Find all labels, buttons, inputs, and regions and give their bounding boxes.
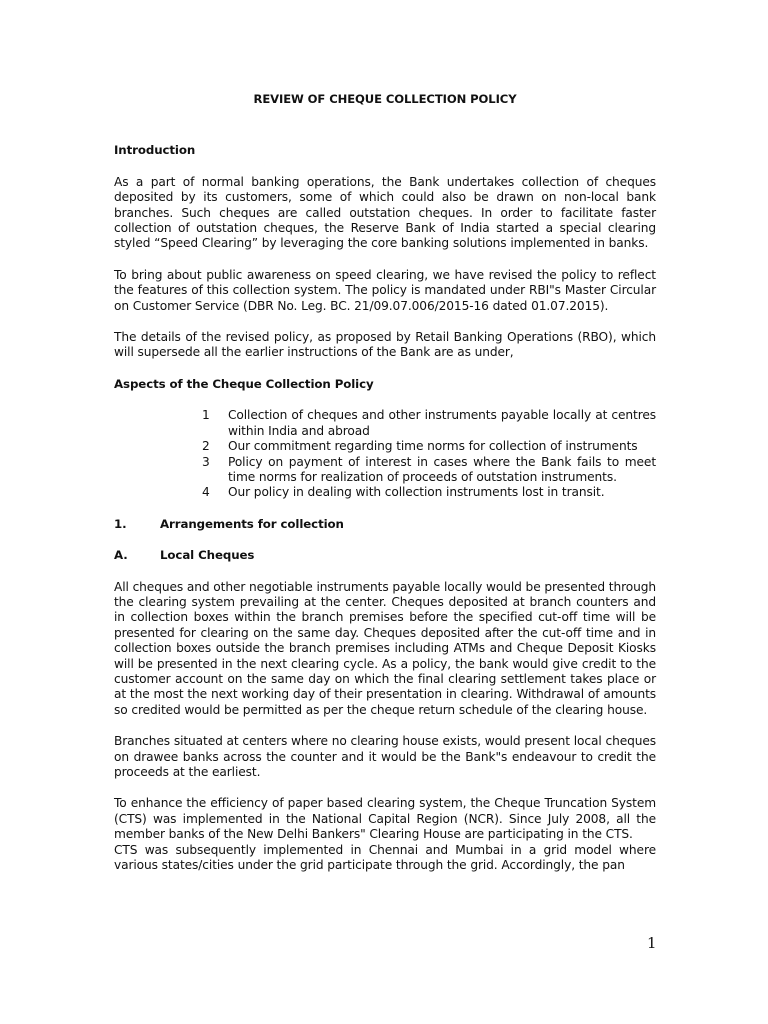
page-number: 1 [647,934,657,952]
list-item [202,485,656,500]
aspects-list [114,408,656,500]
section-number: A. [114,548,128,563]
introduction-paragraph: The details of the revised policy, as proposed by Retail Banking Operations (RBO), which will supersede all the earlier instructions of the Bank are as under, [114,330,656,360]
list-item-number: 3 [202,454,210,469]
list-item [202,439,656,454]
list-item [202,455,656,486]
document-body [114,92,656,873]
section-1-heading [114,517,656,532]
list-item-text: Our commitment regarding time norms for collection of instruments [228,439,638,454]
introduction-heading: Introduction [114,143,196,158]
aspects-heading: Aspects of the Cheque Collection Policy [114,376,374,391]
section-title: Arrangements for collection [160,516,344,531]
local-cheques-paragraph: Branches situated at centers where no clearing house exists, would present local cheques on drawee banks across the counter and it would be the Bank"s endeavour to credit the proceeds at the earliest. [114,734,656,779]
list-item-number: 1 [202,408,210,423]
section-title: Local Cheques [160,548,255,563]
list-item-text: Policy on payment of interest in cases where the Bank fails to meet time norms for realization of proceeds of outstation instruments. [228,454,656,484]
list-item [202,408,656,439]
list-item-number: 2 [202,439,210,454]
list-item-number: 4 [202,485,210,500]
list-item-text: Our policy in dealing with collection instruments lost in transit. [228,485,605,500]
local-cheques-paragraph: CTS was subsequently implemented in Chennai and Mumbai in a grid model where various states/cities under the grid participate through the grid. Accordingly, the pan [114,842,656,873]
section-a-heading [114,548,656,563]
local-cheques-paragraph: All cheques and other negotiable instruments payable locally would be presented through the clearing system prevailing at the center. Cheques deposited at branch counters and in collection boxes within the branch premises before the specified cut-off time will be presented for clearing on the same day. Cheques deposited after the cut-off time and in collection boxes outside the branch premises including ATMs and Cheque Deposit Kiosks will be presented in the next clearing cycle. As a policy, the bank would give credit to the customer account on the same day on which the final clearing settlement takes place or at the most the next working day of their presentation in clearing. Withdrawal of amounts so credited would be permitted as per the cheque return schedule of the clearing house. [114,579,656,717]
list-item-text: Collection of cheques and other instruments payable locally at centres within India and abroad [228,408,656,438]
local-cheques-paragraph: To enhance the efficiency of paper based clearing system, the Cheque Truncation System (CTS) was implemented in the National Capital Region (NCR). Since July 2008, all the member banks of the New Delhi Bankers" Clearing House are participating in the CTS. [114,796,656,842]
introduction-paragraph: As a part of normal banking operations, the Bank undertakes collection of cheques deposited by its customers, some of which could also be drawn on non-local bank branches. Such cheques are called outstation cheques. In order to facilitate faster collection of outstation cheques, the Reserve Bank of India started a special clearing styled “Speed Clearing” by leveraging the core banking solutions implemented in banks. [114,174,656,251]
section-number: 1. [114,516,127,531]
introduction-paragraph: To bring about public awareness on speed clearing, we have revised the policy to reflect the features of this collection system. The policy is mandated under RBI"s Master Circular on Customer Service (DBR No. Leg. BC. 21/09.07.006/2015-16 dated 01.07.2015). [114,267,656,313]
document-title: REVIEW OF CHEQUE COLLECTION POLICY [253,92,517,106]
